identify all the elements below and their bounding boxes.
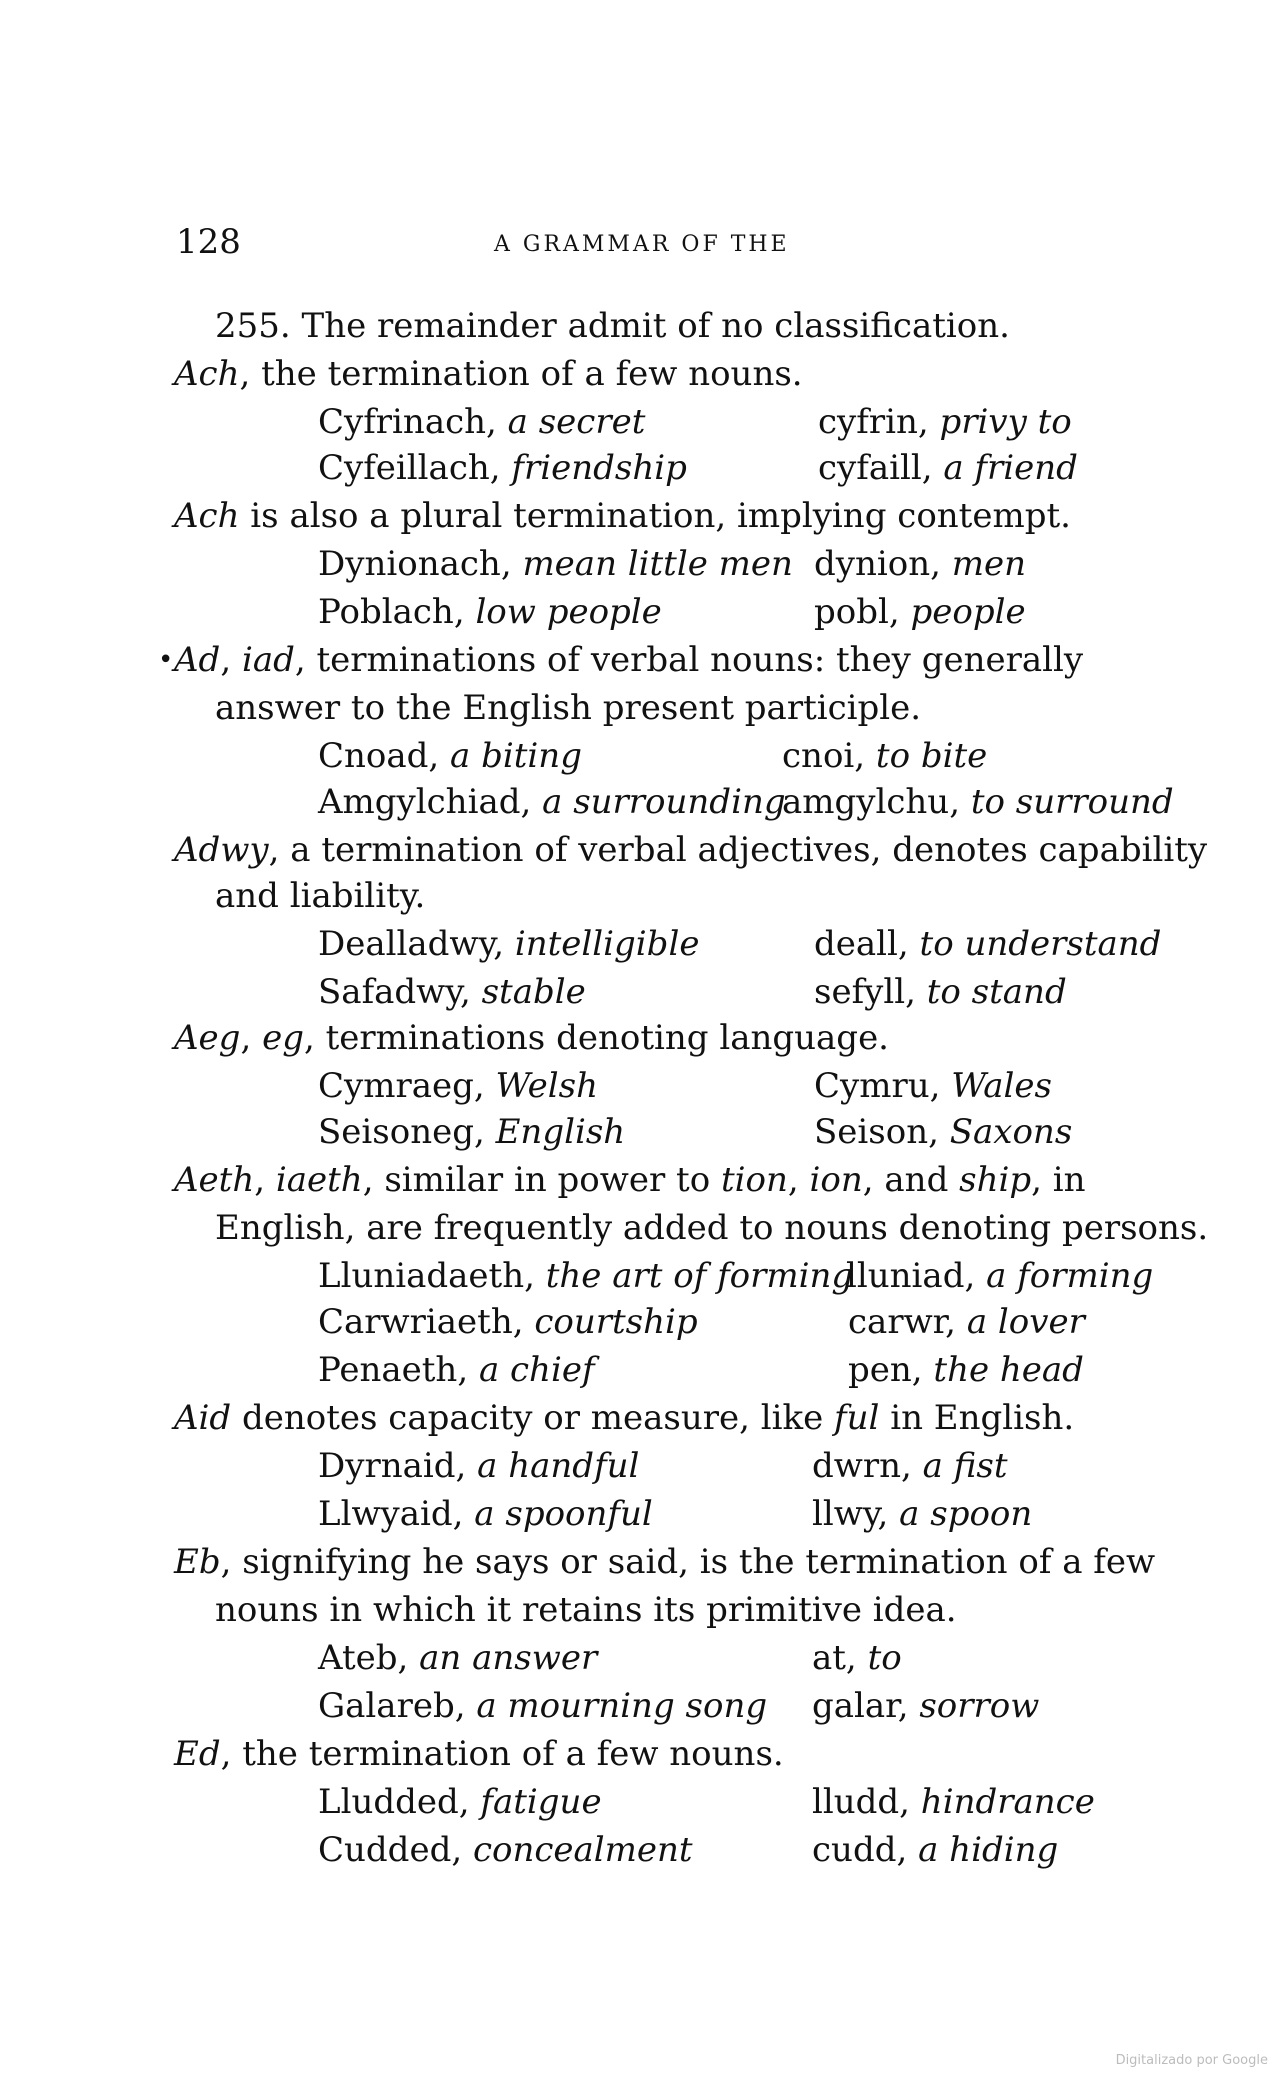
example-root: lluniad, a forming — [846, 1256, 1154, 1296]
example-root: lludd, hindrance — [812, 1782, 1095, 1822]
example-word: Carwriaeth, courtship — [318, 1302, 698, 1342]
entry-ach: Ach, the termination of a few nouns. — [174, 354, 803, 394]
example-root: Cymru, Wales — [814, 1066, 1052, 1106]
entry-ad: Ad, iad, terminations of verbal nouns: they generally — [174, 640, 1084, 680]
example-word: Cudded, concealment — [318, 1830, 693, 1870]
example-root: amgylchu, to surround — [782, 782, 1174, 822]
term: Ach — [174, 496, 240, 536]
entry-continuation: nouns in which it retains its primitive idea. — [215, 1590, 957, 1630]
entry-ach-plural: Ach is also a plural termination, implying contempt. — [174, 496, 1071, 536]
example-word: Galareb, a mourning song — [318, 1686, 768, 1726]
example-word: Seisoneg, English — [318, 1112, 626, 1152]
digitization-watermark: Digitalizado por Google — [1115, 2053, 1268, 2068]
example-root: cyfrin, privy to — [818, 402, 1072, 442]
example-root: llwy, a spoon — [812, 1494, 1033, 1534]
example-root: Seison, Saxons — [814, 1112, 1073, 1152]
entry-eb: Eb, signifying he says or said, is the termination of a few — [174, 1542, 1156, 1582]
entry-adwy: Adwy, a termination of verbal adjectives, denotes capability — [174, 830, 1208, 870]
example-root: cnoi, to bite — [782, 736, 988, 776]
example-word: Cyfrinach, a secret — [318, 402, 646, 442]
entry-ed: Ed, the termination of a few nouns. — [174, 1734, 784, 1774]
term: Ach — [174, 354, 240, 394]
example-word: Cnoad, a biting — [318, 736, 582, 776]
section-heading: 255. The remainder admit of no classification. — [215, 306, 1010, 346]
running-title: A GRAMMAR OF THE — [494, 232, 790, 257]
example-word: Dynionach, mean little men — [318, 544, 793, 584]
example-root: cyfaill, a friend — [818, 448, 1078, 488]
entry-aeth: Aeth, iaeth, similar in power to tion, ion, and ship, in — [174, 1160, 1086, 1200]
example-root: at, to — [812, 1638, 902, 1678]
example-word: Ateb, an answer — [318, 1638, 598, 1678]
example-root: pobl, people — [814, 592, 1026, 632]
example-word: Dyrnaid, a handful — [318, 1446, 640, 1486]
example-root: pen, the head — [848, 1350, 1084, 1390]
page-number: 128 — [176, 222, 241, 262]
example-root: deall, to understand — [814, 924, 1162, 964]
example-word: Amgylchiad, a surrounding — [318, 782, 786, 822]
example-word: Penaeth, a chief — [318, 1350, 595, 1390]
example-word: Llwyaid, a spoonful — [318, 1494, 653, 1534]
example-word: Poblach, low people — [318, 592, 662, 632]
entry-continuation: English, are frequently added to nouns denoting persons. — [215, 1208, 1209, 1248]
example-word: Dealladwy, intelligible — [318, 924, 700, 964]
example-word: Lludded, fatigue — [318, 1782, 602, 1822]
entry-aeg: Aeg, eg, terminations denoting language. — [174, 1018, 889, 1058]
example-root: cudd, a hiding — [812, 1830, 1059, 1870]
example-root: galar, sorrow — [812, 1686, 1040, 1726]
example-word: Cyfeillach, friendship — [318, 448, 687, 488]
example-word: Cymraeg, Welsh — [318, 1066, 599, 1106]
entry-aid: Aid denotes capacity or measure, like ful in English. — [174, 1398, 1075, 1438]
example-word: Safadwy, stable — [318, 972, 586, 1012]
example-word: Lluniadaeth, the art of forming — [318, 1256, 854, 1296]
example-root: sefyll, to stand — [814, 972, 1067, 1012]
page-header — [176, 222, 826, 262]
entry-continuation: answer to the English present participle. — [215, 688, 922, 728]
example-root: carwr, a lover — [848, 1302, 1085, 1342]
entry-continuation: and liability. — [215, 876, 426, 916]
example-root: dwrn, a fist — [812, 1446, 1008, 1486]
bullet-mark: • — [158, 645, 174, 675]
example-root: dynion, men — [814, 544, 1026, 584]
